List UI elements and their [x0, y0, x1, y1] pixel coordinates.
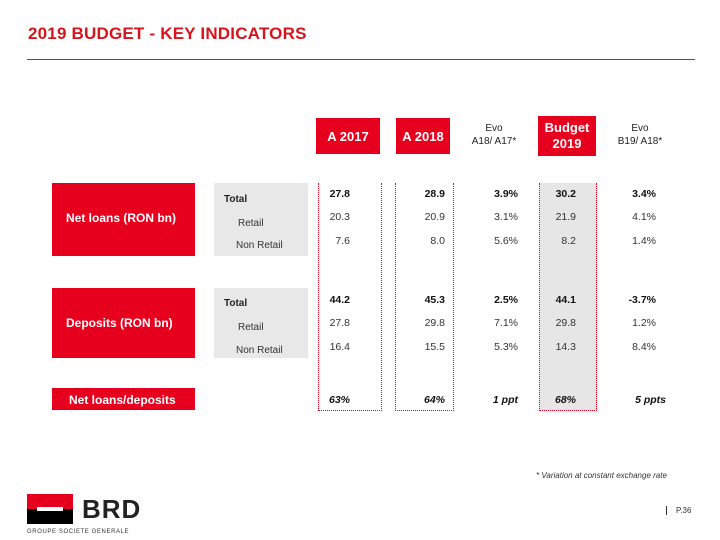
net-loans-retail-label: Retail: [238, 218, 264, 229]
deposits-total-a2017: 44.2: [329, 294, 350, 306]
net-loans-nonretail-a2017: 7.6: [335, 235, 350, 247]
ratio-label: Net loans/deposits: [69, 393, 176, 407]
deposits-nonretail-a2017: 16.4: [329, 341, 350, 353]
header-a2018: A 2018: [396, 118, 450, 154]
header-evo2-line2: B19/ A18*: [617, 136, 663, 147]
deposits-total-b2019: 44.1: [555, 294, 576, 306]
ratio-evo2: 5 ppts: [635, 394, 666, 406]
slide-title: 2019 BUDGET - KEY INDICATORS: [28, 24, 307, 43]
ratio-label-box: [52, 388, 195, 410]
net-loans-retail-a2018: 20.9: [424, 211, 445, 223]
net-loans-total-evo1: 3.9%: [494, 188, 518, 200]
header-evo-a18-a17: [462, 122, 526, 148]
net-loans-nonretail-evo1: 5.6%: [494, 235, 518, 247]
deposits-label-box: [52, 288, 195, 358]
net-loans-total-a2018: 28.9: [424, 188, 445, 200]
ratio-a2018: 64%: [423, 394, 445, 406]
deposits-nonretail-label: Non Retail: [236, 345, 283, 356]
deposits-nonretail-a2018: 15.5: [424, 341, 445, 353]
net-loans-retail-evo1: 3.1%: [494, 211, 518, 223]
net-loans-total-a2017: 27.8: [329, 188, 350, 200]
page-number: P.36: [676, 506, 692, 515]
net-loans-nonretail-a2018: 8.0: [430, 235, 445, 247]
brd-logo-text: BRD: [82, 494, 142, 524]
net-loans-retail-evo2: 4.1%: [632, 211, 656, 223]
deposits-total-a2018: 45.3: [424, 294, 445, 306]
deposits-nonretail-b2019: 14.3: [555, 341, 576, 353]
net-loans-total-label: Total: [224, 194, 248, 205]
page-separator: [666, 506, 667, 515]
deposits-total-evo1: 2.5%: [494, 294, 518, 306]
header-a2017: A 2017: [316, 118, 380, 154]
logo-white-bar: [37, 507, 63, 511]
header-budget-line1: Budget: [544, 120, 590, 135]
net-loans-nonretail-label: Non Retail: [236, 240, 283, 251]
brd-logo-mark: [27, 494, 73, 524]
deposits-total-evo2: -3.7%: [628, 294, 656, 306]
net-loans-retail-a2017: 20.3: [329, 211, 350, 223]
header-evo2-line1: Evo: [631, 123, 649, 134]
net-loans-nonretail-evo2: 1.4%: [632, 235, 656, 247]
net-loans-nonretail-b2019: 8.2: [561, 235, 576, 247]
ratio-b2019: 68%: [554, 394, 576, 406]
deposits-label: Deposits (RON bn): [66, 316, 173, 330]
header-budget-2019: [538, 116, 596, 156]
header-budget-line2: 2019: [552, 136, 582, 151]
ratio-evo1: 1 ppt: [492, 394, 518, 406]
net-loans-total-evo2: 3.4%: [632, 188, 656, 200]
header-evo1-line2: A18/ A17*: [471, 136, 517, 147]
header-evo1-line1: Evo: [485, 123, 503, 134]
deposits-retail-label: Retail: [238, 322, 264, 333]
deposits-total-label: Total: [224, 298, 248, 309]
header-evo-b19-a18: [608, 122, 672, 148]
footnote: * Variation at constant exchange rate: [536, 471, 667, 480]
brd-logo-subtitle: GROUPE SOCIETE GENERALE: [27, 529, 130, 535]
deposits-retail-a2017: 27.8: [329, 317, 350, 329]
deposits-retail-evo2: 1.2%: [632, 317, 656, 329]
net-loans-label-box: [52, 183, 195, 256]
deposits-retail-b2019: 29.8: [555, 317, 576, 329]
title-divider: [27, 59, 695, 60]
deposits-nonretail-evo2: 8.4%: [632, 341, 656, 353]
net-loans-total-b2019: 30.2: [555, 188, 576, 200]
ratio-a2017: 63%: [328, 394, 350, 406]
deposits-retail-evo1: 7.1%: [494, 317, 518, 329]
net-loans-retail-b2019: 21.9: [555, 211, 576, 223]
deposits-retail-a2018: 29.8: [424, 317, 445, 329]
logo-black-half: [27, 509, 73, 524]
net-loans-label: Net loans (RON bn): [66, 211, 176, 225]
deposits-nonretail-evo1: 5.3%: [494, 341, 518, 353]
